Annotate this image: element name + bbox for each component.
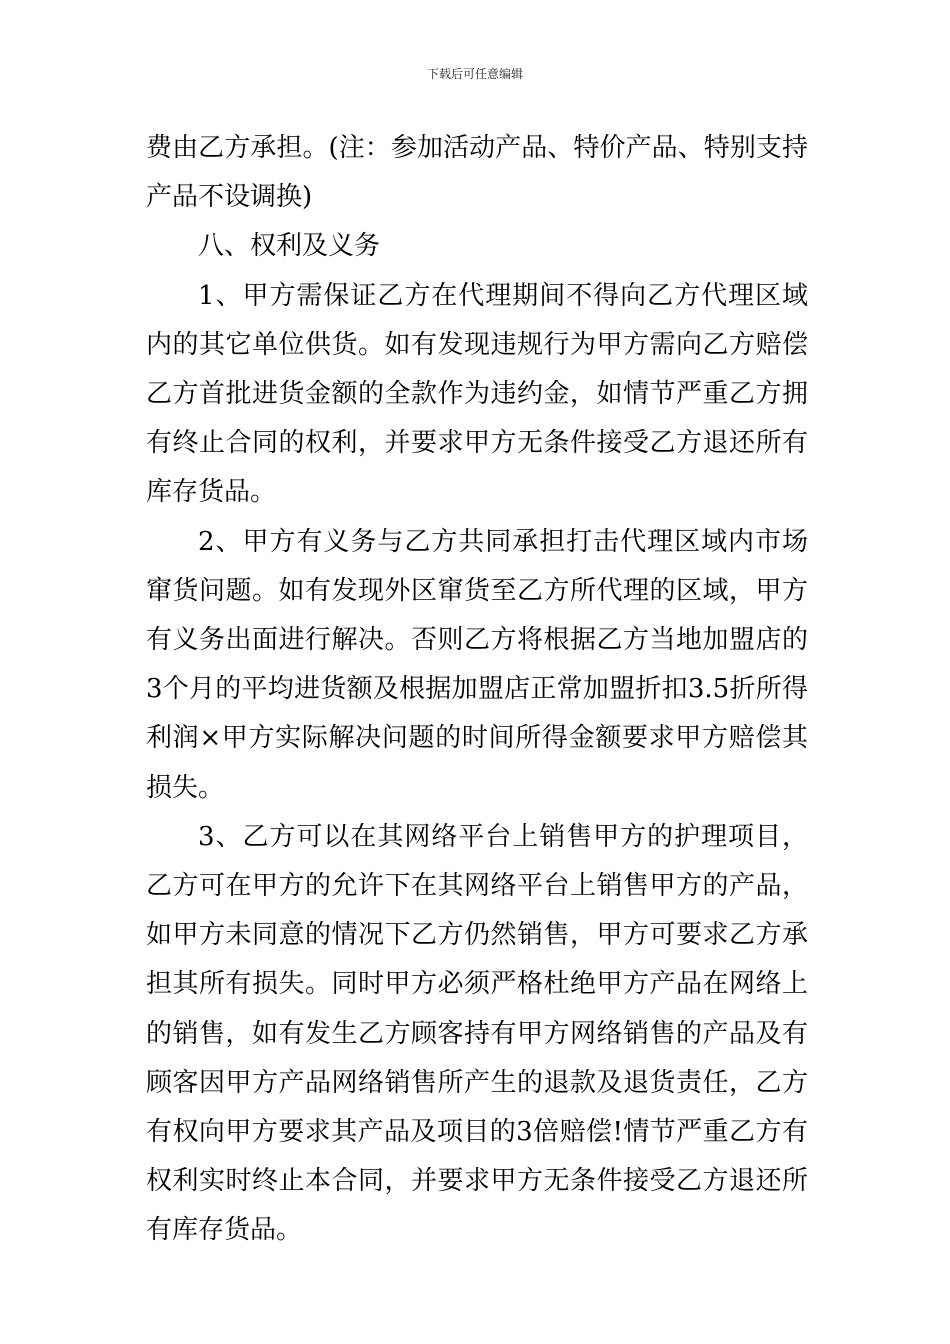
- section-heading-rights-obligations: 八、权利及义务: [198, 231, 381, 262]
- document-body: [146, 124, 808, 1256]
- clause-2: 2、甲方有义务与乙方共同承担打击代理区域内市场窜货问题。如有发现外区窜货至乙方所代理的区域，甲方有义务出面进行解决。否则乙方将根据乙方当地加盟店的3个月的平均进货额及根据加盟店正常加盟折扣3.5折所得利润×甲方实际解决问题的时间所得金额要求甲方赔偿其损失。: [146, 526, 808, 803]
- clause-1: 1、甲方需保证乙方在代理期间不得向乙方代理区域内的其它单位供货。如有发现违规行为甲方需向乙方赔偿乙方首批进货金额的全款作为违约金，如情节严重乙方拥有终止合同的权利，并要求甲方无条件接受乙方退还所有库存货品。: [146, 280, 808, 508]
- clause-3: 3、乙方可以在其网络平台上销售甲方的护理项目，乙方可在甲方的允许下在其网络平台上销售甲方的产品，如甲方未同意的情况下乙方仍然销售，甲方可要求乙方承担其所有损失。同时甲方必须严格杜绝甲方产品在网络上的销售，如有发生乙方顾客持有甲方网络销售的产品及有顾客因甲方产品网络销售所产生的退款及退货责任，乙方有权向甲方要求其产品及项目的3倍赔偿!情节严重乙方有权利实时终止本合同，并要求甲方无条件接受乙方退还所有库存货品。: [146, 821, 808, 1246]
- header-note: 下载后可任意编辑: [426, 67, 523, 81]
- paragraph-continuation: 费由乙方承担。(注：参加活动产品、特价产品、特别支持产品不设调换): [146, 133, 808, 213]
